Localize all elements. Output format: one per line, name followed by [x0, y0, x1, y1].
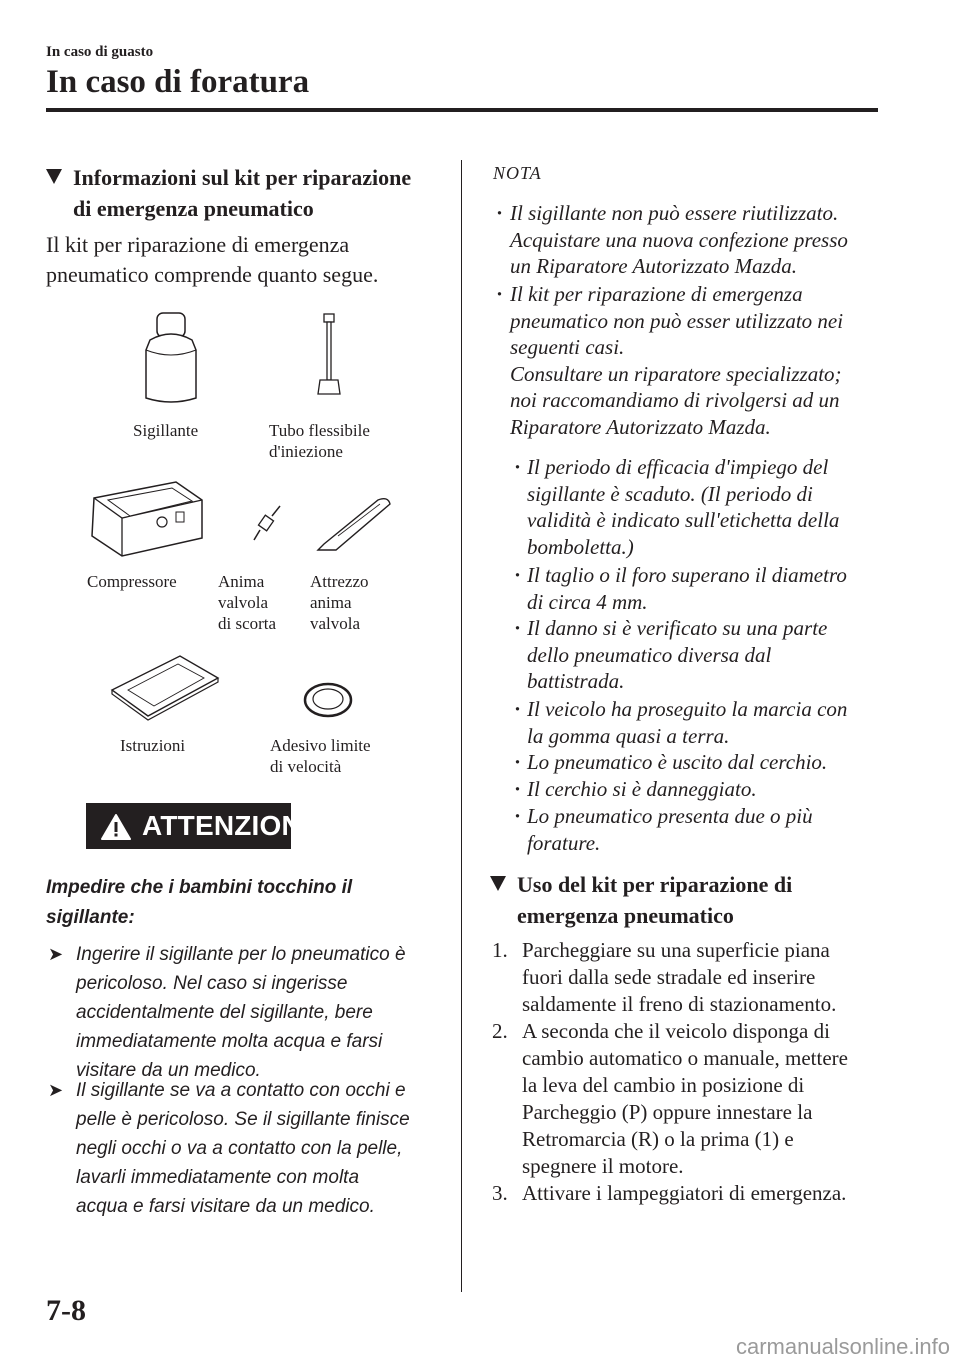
warning-item: ➤ Il sigillante se va a contatto con occhi e pelle è pericoloso. Se il sigillante finisce negli occhi o va a contatto con la pelle, lavarli immediatamente con molta acqua e farsi visitare da un medico.	[46, 1076, 456, 1221]
usage-step: 1. Parcheggiare su una superficie piana fuori dalla sede stradale ed inserire saldamente il freno di stazionamento.	[492, 938, 837, 1016]
sealant-label: Sigillante	[133, 421, 199, 440]
kit-info-heading: Informazioni sul kit per riparazione di emergenza pneumatico	[73, 162, 411, 224]
note-item: · Il sigillante non può essere riutilizzato. Acquistare una nuova confezione presso un Riparatore Autorizzato Mazda.	[496, 201, 848, 278]
note-subitem: · Il periodo di efficacia d'impiego del sigillante è scaduto. (Il periodo di validità è indicato sull'etichetta della bomboletta.)	[514, 455, 840, 559]
warning-badge: ATTENZIONE	[86, 803, 291, 849]
note-label: NOTA	[493, 163, 542, 183]
note-subitem: · Il danno si è verificato su una parte dello pneumatico diversa dal battistrada.	[514, 616, 828, 693]
chapter-label: In caso di guasto	[46, 44, 154, 60]
warning-heading: Impedire che i bambini tocchino il sigillante:	[46, 877, 353, 928]
bullet-dot-icon: ·	[514, 616, 522, 640]
bullet-dot-icon: ·	[496, 201, 504, 225]
arrow-bullet-icon: ➤	[48, 1080, 64, 1100]
bullet-dot-icon: ·	[514, 777, 522, 801]
sticker-label: Adesivo limite di velocità	[270, 736, 371, 776]
valve-tool-label: Attrezzo anima valvola	[310, 572, 369, 633]
compressor-illustration	[86, 470, 206, 562]
page-title: In caso di foratura	[46, 64, 310, 100]
instructions-label: Istruzioni	[120, 736, 186, 755]
note-subitem: · Lo pneumatico è uscito dal cerchio.	[514, 750, 828, 774]
hose-label: Tubo flessibile d'iniezione	[269, 421, 370, 461]
valve-core-illustration	[250, 504, 284, 544]
speed-sticker-illustration	[302, 680, 354, 720]
compressor-label: Compressore	[87, 572, 177, 591]
bullet-dot-icon: ·	[514, 563, 522, 587]
warning-item: ➤ Ingerire il sigillante per lo pneumatico è pericoloso. Nel caso si ingerisse accidentalmente del sigillante, bere immediatamente molta acqua e farsi visitare da un medico.	[46, 940, 456, 1085]
bullet-dot-icon: ·	[514, 804, 522, 828]
note-item: · Il kit per riparazione di emergenza pneumatico non può esser utilizzato nei seguenti casi. Consultare un riparatore specializzato; noi raccomandiamo di rivolgersi ad un Riparatore Autorizzato Mazda.	[496, 282, 844, 439]
sealant-bottle-illustration	[140, 310, 202, 406]
usage-step: 2. A seconda che il veicolo disponga di cambio automatico o manuale, mettere la leva del cambio in posizione di Parcheggio (P) oppure innestare la Retromarcia (R) o la prima (1) e spegnere il motore.	[492, 1019, 848, 1178]
watermark-footer: carmanualsonline.info	[735, 1334, 950, 1359]
bullet-dot-icon: ·	[514, 750, 522, 774]
instructions-booklet-illustration	[108, 652, 222, 722]
note-subitem: · Lo pneumatico presenta due o più forature.	[514, 804, 813, 855]
valve-tool-illustration	[312, 494, 394, 556]
usage-heading: Uso del kit per riparazione di emergenza pneumatico	[517, 869, 792, 931]
triangle-bullet-icon	[490, 876, 506, 891]
note-subitem: · Il taglio o il foro superano il diametro di circa 4 mm.	[514, 563, 847, 614]
kit-info-intro: Il kit per riparazione di emergenza pneumatico comprende quanto segue.	[46, 232, 379, 287]
bullet-dot-icon: ·	[496, 282, 504, 306]
triangle-bullet-icon	[46, 169, 62, 184]
note-subitem: · Il cerchio si è danneggiato.	[514, 777, 757, 801]
valve-core-label: Anima valvola di scorta	[218, 572, 277, 633]
bullet-dot-icon: ·	[514, 697, 522, 721]
bullet-dot-icon: ·	[514, 455, 522, 479]
column-divider	[461, 160, 462, 1292]
arrow-bullet-icon: ➤	[48, 944, 64, 964]
page-number: 7-8	[46, 1294, 86, 1327]
usage-step: 3. Attivare i lampeggiatori di emergenza.	[492, 1181, 847, 1205]
injection-hose-illustration	[310, 312, 350, 400]
header-rule	[46, 108, 878, 112]
note-subitem: · Il veicolo ha proseguito la marcia con la gomma quasi a terra.	[514, 697, 848, 748]
warning-triangle-icon	[100, 813, 132, 841]
